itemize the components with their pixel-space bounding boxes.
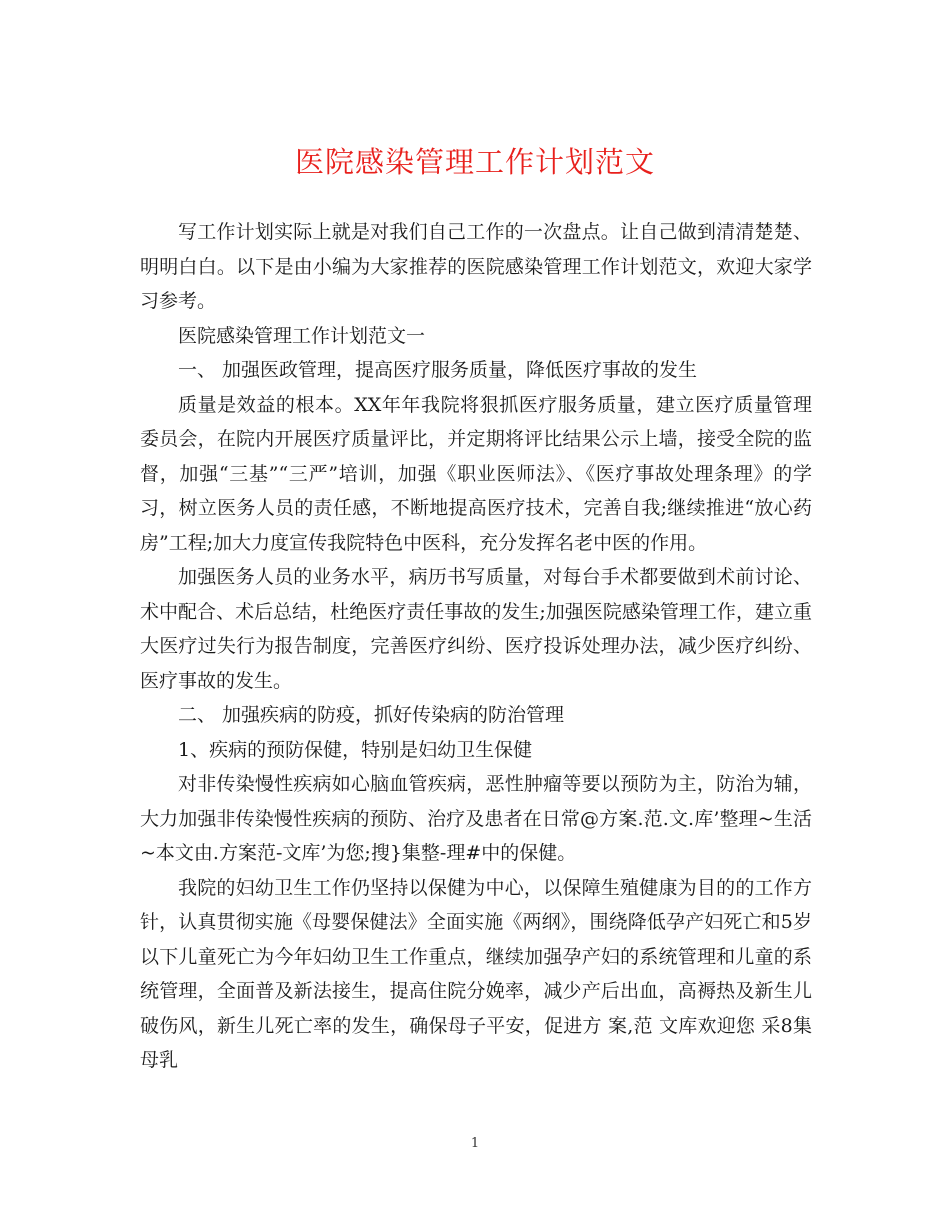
paragraph-chronic: 对非传染慢性疾病如心脑血管疾病，恶性肿瘤等要以预防为主，防治为辅，大力加强非传染慢性疾病的预防、治疗及患者在日常@方案.范.文.库’整理~生活~本文由.方案范-文库’为您;搜}集整-理#中的保健。 (140, 773, 812, 864)
paragraph-staff: 加强医务人员的业务水平，病历书写质量，对每台手术都要做到术前讨论、术中配合、术后总结，杜绝医疗责任事故的发生;加强医院感染管理工作，建立重大医疗过失行为报告制度，完善医疗纠纷、医疗投诉处理办法，减少医疗纠纷、医疗事故的发生。 (140, 566, 812, 692)
document-title: 医院感染管理工作计划范文 (294, 145, 655, 179)
document-body (140, 215, 812, 1078)
section-heading: 医院感染管理工作计划范文一 (178, 324, 426, 347)
subheading-one: 一、 加强医政管理，提高医疗服务质量，降低医疗事故的发生 (178, 359, 698, 381)
page-number: 1 (470, 1136, 480, 1151)
intro-paragraph: 写工作计划实际上就是对我们自己工作的一次盘点。让自己做到清清楚楚、明明白白。以下是由小编为大家推荐的医院感染管理工作计划范文，欢迎大家学习参考。 (140, 221, 812, 312)
paragraph-maternal: 我院的妇幼卫生工作仍坚持以保健为中心，以保障生殖健康为目的的工作方针，认真贯彻实施《母婴保健法》全面实施《两纲》，围绕降低孕产妇死亡和5岁以下儿童死亡为今年妇幼卫生工作重点，继续加强孕产妇的系统管理和儿童的系统管理，全面普及新法接生，提高住院分娩率，减少产后出血，高褥热及新生儿破伤风，新生儿死亡率的发生，确保母子平安，促进方 案,范 文库欢迎您 采8集母乳 (140, 876, 812, 1071)
subheading-two: 二、 加强疾病的防疫，抓好传染病的防治管理 (178, 704, 565, 726)
paragraph-quality: 质量是效益的根本。XX年年我院将狠抓医疗服务质量，建立医疗质量管理委员会，在院内开展医疗质量评比，并定期将评比结果公示上墙，接受全院的监督，加强“三基”“三严”培训，加强《职业医师法》、《医疗事故处理条理》的学习，树立医务人员的责任感，不断地提高医疗技术，完善自我;继续推进“放心药房”工程;加大力度宣传我院特色中医科，充分发挥名老中医的作用。 (140, 393, 812, 554)
subheading-prevention: 1、疾病的预防保健，特别是妇幼卫生保健 (178, 738, 533, 761)
